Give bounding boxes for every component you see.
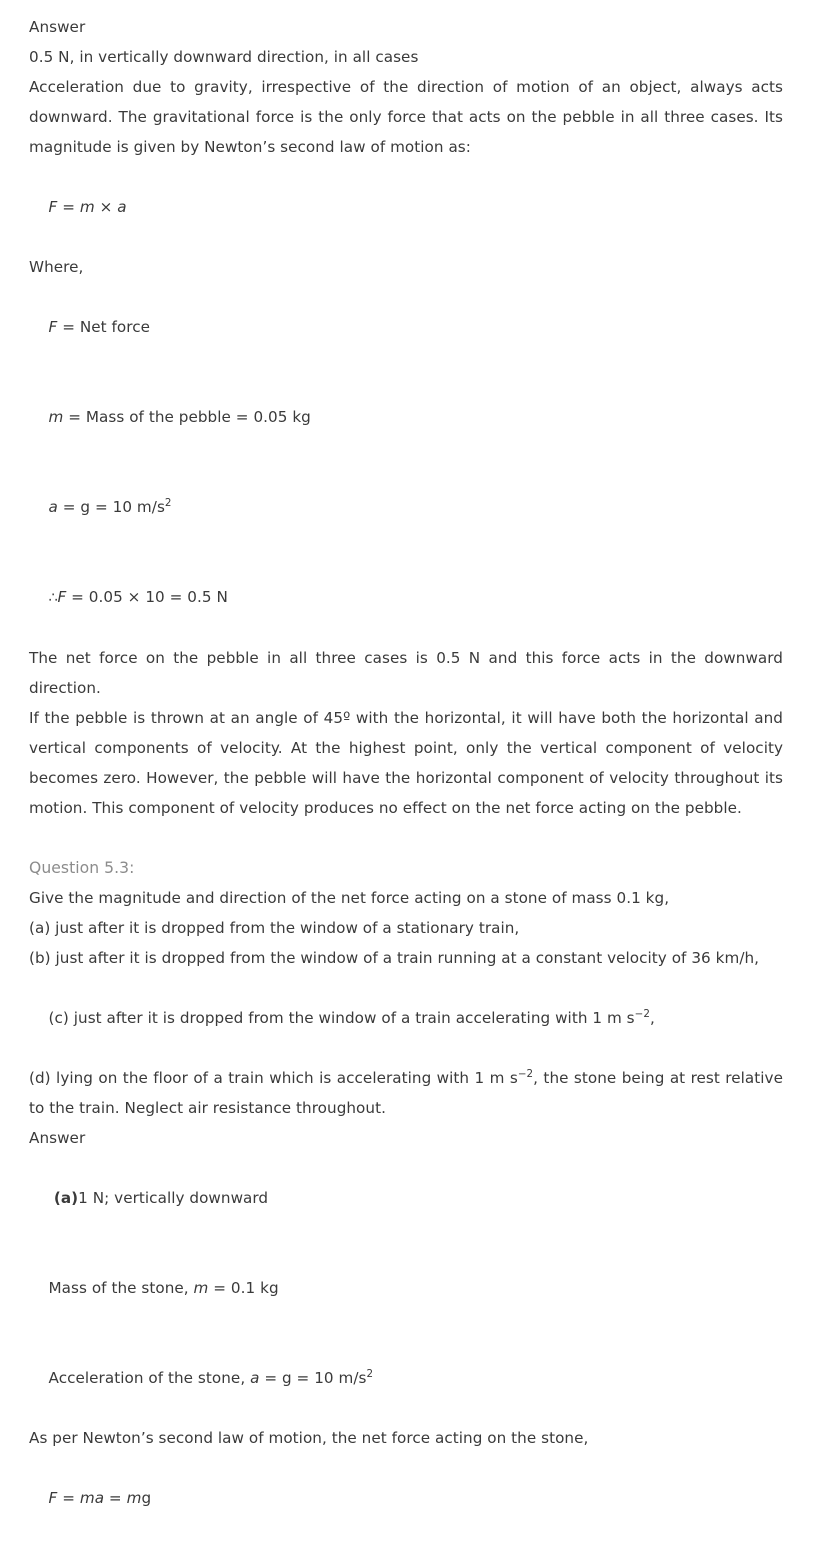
formula-newton-second-law xyxy=(29,162,783,252)
final-equals-1: = xyxy=(57,1489,80,1507)
question-stem: Give the magnitude and direction of the net force acting on a stone of mass 0.1 kg, xyxy=(29,889,670,907)
newton-law-line: As per Newton’s second law of motion, the net force acting on the stone, xyxy=(29,1429,589,1447)
answer-label-2: Answer xyxy=(29,1129,86,1147)
variable-m: m xyxy=(79,198,95,216)
superscript-minus-two: −2 xyxy=(517,1067,534,1080)
answer-summary-1: 0.5 N, in vertically downward direction, in all cases xyxy=(29,48,419,66)
question-option-c-pre: (c) just after it is dropped from the window of a train accelerating with 1 m s xyxy=(48,1009,635,1027)
answer-label-1: Answer xyxy=(29,18,86,36)
final-equals-2: = xyxy=(104,1489,127,1507)
gravity-symbol: g xyxy=(141,1489,152,1507)
result-net-force-text: = 0.05 × 10 = 0.5 N xyxy=(66,588,228,606)
definition-net-force xyxy=(29,282,783,372)
stone-acceleration-label: Acceleration of the stone, xyxy=(48,1369,251,1387)
variable-ma: ma xyxy=(79,1489,105,1507)
answer-part-a xyxy=(29,1153,783,1243)
answer-conclusion-1: The net force on the pebble in all three cases is 0.5 N and this force acts in the downward direction. xyxy=(29,649,783,697)
variable-F: F xyxy=(48,1489,58,1507)
question-option-a: (a) just after it is dropped from the window of a stationary train, xyxy=(29,919,520,937)
question-option-d xyxy=(29,1063,783,1123)
answer-explanation-1: Acceleration due to gravity, irrespective of the direction of motion of an object, always acts downward. The gravitational force is the only force that acts on the pebble in all three cases. Its magnitude is given by Newton’s second law of motion as: xyxy=(29,78,783,156)
question-option-d-pre: (d) lying on the floor of a train which is accelerating with 1 m s xyxy=(29,1069,518,1087)
part-a-marker: (a) xyxy=(48,1189,79,1207)
where-label: Where, xyxy=(29,258,84,276)
definition-net-force-text: = Net force xyxy=(57,318,151,336)
variable-m: m xyxy=(193,1279,209,1297)
definition-mass-text: = Mass of the pebble = 0.05 kg xyxy=(63,408,311,426)
question-option-d-post: , the stone being at rest relative to the train. Neglect air resistance throughout. xyxy=(29,1069,783,1117)
question-heading: Question 5.3: xyxy=(29,859,135,877)
question-option-c-post: , xyxy=(649,1009,655,1027)
superscript-squared: 2 xyxy=(164,496,172,509)
stone-acceleration-line xyxy=(29,1333,783,1423)
variable-F: F xyxy=(57,588,67,606)
formula-times: × xyxy=(94,198,118,216)
answer-angle-paragraph: If the pebble is thrown at an angle of 45º with the horizontal, it will have both the horizontal and vertical components of velocity. At the highest point, only the vertical component of velocity becomes zero. However, the pebble will have the horizontal component of velocity throughout its motion. This component of velocity produces no effect on the net force acting on the pebble. xyxy=(29,709,783,817)
stone-mass-label: Mass of the stone, xyxy=(48,1279,194,1297)
definition-acceleration xyxy=(29,462,783,552)
stone-mass-value: = 0.1 kg xyxy=(208,1279,279,1297)
variable-m: m xyxy=(126,1489,142,1507)
therefore-symbol: ∴ xyxy=(48,590,58,606)
variable-F: F xyxy=(48,318,58,336)
question-option-c xyxy=(29,973,783,1063)
definition-acceleration-text: = g = 10 m/s xyxy=(57,498,165,516)
superscript-squared: 2 xyxy=(366,1367,374,1380)
variable-F: F xyxy=(48,198,58,216)
formula-equals: = xyxy=(57,198,80,216)
section-spacer xyxy=(29,823,783,853)
result-net-force xyxy=(29,552,783,643)
variable-a: a xyxy=(250,1369,260,1387)
stone-mass-line xyxy=(29,1243,783,1333)
superscript-minus-two: −2 xyxy=(634,1007,650,1020)
variable-m: m xyxy=(48,408,64,426)
part-a-text: 1 N; vertically downward xyxy=(78,1189,269,1207)
variable-a: a xyxy=(117,198,127,216)
final-formula xyxy=(29,1453,783,1543)
question-option-b: (b) just after it is dropped from the window of a train running at a constant velocity of 36 km/h, xyxy=(29,949,760,967)
definition-mass xyxy=(29,372,783,462)
variable-a: a xyxy=(48,498,58,516)
stone-acceleration-value: = g = 10 m/s xyxy=(259,1369,367,1387)
